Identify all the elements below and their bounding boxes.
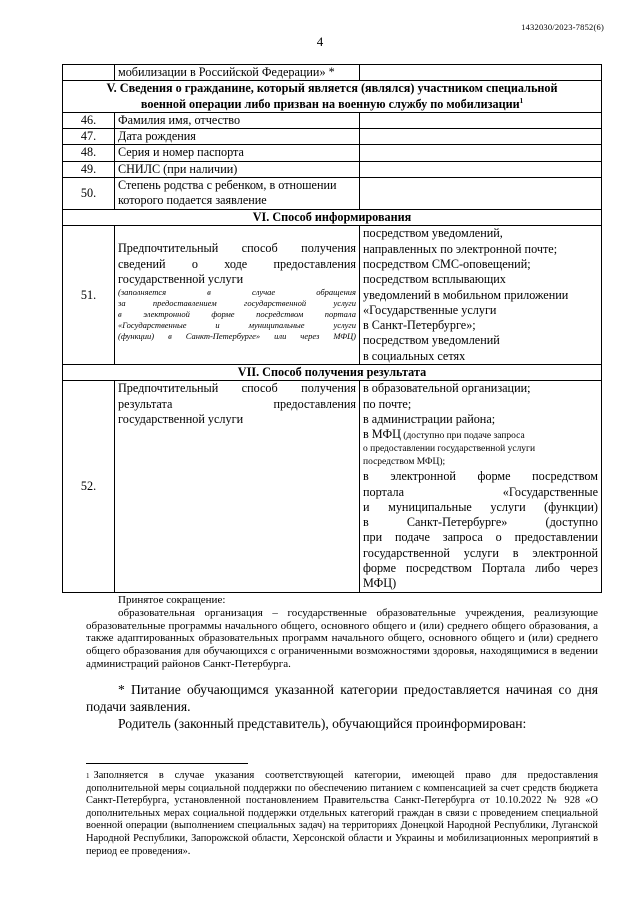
option-portal[interactable]: при подаче запроса о предоставлении — [363, 530, 598, 545]
row-label-line: которого подается заявление — [118, 193, 267, 208]
row-label — [115, 178, 360, 210]
value-field[interactable] — [360, 178, 602, 210]
value-field[interactable] — [360, 112, 602, 128]
footnote-text: Заполняется в случае указания соответствующей категории, имеющей право для предоставления дополнительной меры социальной поддержки по обеспечению питанием с компенсацией за счет средств бюджета Санкт-Петербурга, установленной постановлением Правительства Санкт-Петербурга от 10.10.2022 № 928 «О дополнительных мерах социальной поддержки отдельных категорий граждан в связи с проведением специальной военной операции (выполнением специальных задач) на территориях Донецкой Народной Республики, Луганской Народной Республики, Запорожской области, Херсонской области и Украины и мобилизационных мероприятий в период ее проведения». — [86, 770, 598, 857]
page-number: 4 — [316, 34, 324, 49]
section7-title: VII. Способ получения результата — [63, 365, 602, 381]
note-line: за предоставлением государственной услуги — [118, 298, 356, 309]
table-row — [63, 226, 602, 365]
table-row — [63, 178, 602, 210]
option-mfc[interactable]: в МФЦ — [363, 427, 401, 442]
row-label — [115, 226, 360, 365]
application-form-table — [62, 64, 602, 593]
fill-note — [118, 287, 356, 342]
section6-title: VI. Способ информирования — [63, 210, 602, 226]
document-id: 1432030/2023-7852(6) — [521, 22, 604, 32]
option-mfc-note: о предоставлении государственной услуги — [363, 444, 536, 455]
option-email[interactable]: направленных по электронной почте; — [363, 241, 558, 256]
footnote-mark: 1 — [86, 772, 90, 780]
row-label: Серия и номер паспорта — [115, 145, 360, 161]
table-row — [63, 129, 602, 145]
footnote-separator — [86, 763, 248, 764]
option-mfc-note: (доступно при подаче запроса — [400, 431, 525, 442]
row-label-line: Предпочтительный способ получения — [118, 381, 356, 396]
row-label-line: результата предоставления — [118, 396, 356, 411]
row-label: СНИЛС (при наличии) — [115, 161, 360, 177]
row-number: 50. — [63, 178, 115, 210]
value-field[interactable] — [360, 129, 602, 145]
option-district-admin[interactable]: в администрации района; — [363, 411, 496, 426]
option-portal[interactable]: МФЦ) — [363, 576, 397, 591]
row-label-line: сведений о ходе предоставления — [118, 256, 356, 271]
row-label-line: государственной услуги — [118, 411, 244, 426]
row-number: 49. — [63, 161, 115, 177]
row-number: 52. — [63, 381, 115, 592]
section5-title-line2: военной операции либо призван на военную службу по мобилизации — [140, 96, 520, 111]
option-social[interactable]: посредством уведомлений — [363, 333, 500, 348]
section-header — [63, 210, 602, 226]
option-push[interactable]: посредством всплывающих — [363, 272, 506, 287]
empty-cell — [63, 65, 115, 81]
section5-title — [63, 81, 602, 113]
notification-options[interactable] — [360, 226, 602, 365]
section5-title-line1: V. Сведения о гражданине, который является (являлся) участником специальной — [106, 81, 558, 96]
option-social[interactable]: в социальных сетях — [363, 348, 466, 363]
row-number: 46. — [63, 112, 115, 128]
row-label — [115, 381, 360, 592]
option-sms[interactable]: посредством СМС-оповещений; — [363, 256, 531, 271]
option-mfc-note: посредством МФЦ); — [363, 457, 446, 468]
note-line: в электронной форме посредством портала — [118, 309, 356, 320]
option-push[interactable]: «Государственные услуги — [363, 302, 497, 317]
row-number: 47. — [63, 129, 115, 145]
note-line: «Государственные и муниципальные услуги — [118, 320, 356, 331]
abbreviations-heading: Принятое сокращение: — [118, 594, 226, 606]
footnote-reference: 1 — [519, 96, 524, 105]
row-label: Дата рождения — [115, 129, 360, 145]
note-line: (заполняется в случае обращения — [118, 287, 356, 298]
result-options[interactable] — [360, 381, 602, 592]
option-portal[interactable]: государственной услуги в электронной — [363, 545, 598, 560]
value-field[interactable] — [360, 145, 602, 161]
table-row — [63, 145, 602, 161]
row-number: 48. — [63, 145, 115, 161]
table-row — [63, 112, 602, 128]
section-header — [63, 365, 602, 381]
abbreviations-text: образовательная организация – государственные образовательные учреждения, реализующие образовательные программы начального общего, основного общего и (или) среднего общего образования, а также адаптированных образовательных программ начального общего, основного общего и (или) среднего общего образования для обучающихся с ограниченными возможностями здоровья, находящимися в ведении администраций районов Санкт-Петербурга. — [86, 606, 598, 670]
table-row — [63, 65, 602, 81]
meal-note: * Питание обучающимся указанной категории предоставляется начиная со дня подачи заявления. — [86, 682, 598, 714]
row-label: Фамилия имя, отчество — [115, 112, 360, 128]
option-portal[interactable]: в электронной форме посредством — [363, 469, 598, 484]
row-label-line: Предпочтительный способ получения — [118, 241, 356, 256]
option-email[interactable]: посредством уведомлений, — [363, 226, 503, 241]
empty-cell — [360, 65, 602, 81]
value-field[interactable] — [360, 161, 602, 177]
section-header — [63, 81, 602, 113]
option-post[interactable]: по почте; — [363, 396, 412, 411]
option-portal[interactable]: портала «Государственные — [363, 484, 598, 499]
option-school[interactable]: в образовательной организации; — [363, 381, 531, 396]
option-portal[interactable]: и муниципальные услуги (функции) — [363, 499, 598, 514]
note-line: (функции) в Санкт-Петербурге» или через МФЦ) — [118, 331, 356, 342]
footnote — [86, 770, 598, 858]
option-portal[interactable]: в Санкт-Петербурге» (доступно — [363, 515, 598, 530]
abbreviations-block — [86, 594, 598, 671]
informed-statement: Родитель (законный представитель), обучающийся проинформирован: — [118, 716, 527, 731]
table-row — [63, 161, 602, 177]
body-text — [86, 681, 598, 732]
continued-text: мобилизации в Российской Федерации» * — [115, 65, 360, 81]
option-push[interactable]: в Санкт-Петербурге»; — [363, 318, 476, 333]
option-portal[interactable]: форме посредством Портала либо через — [363, 561, 598, 576]
row-number: 51. — [63, 226, 115, 365]
row-label-line: государственной услуги — [118, 271, 244, 286]
row-label-line: Степень родства с ребенком, в отношении — [118, 178, 337, 193]
table-row — [63, 381, 602, 592]
option-push[interactable]: уведомлений в мобильном приложении — [363, 287, 569, 302]
